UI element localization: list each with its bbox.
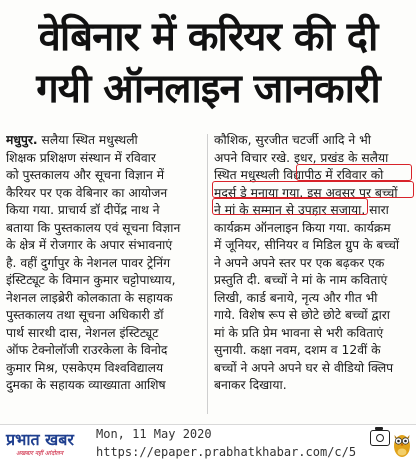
article-column-left (6, 132, 204, 395)
article-line: नेशनल लाइब्रेरी कोलकाता के सहायक (6, 290, 173, 305)
article-line: शिक्षक प्रशिक्षण संस्थान में रविवार (6, 150, 156, 165)
logo-tagline: अखबार नहीं आंदोलन (16, 450, 64, 457)
article-line: मधुपुर. सलैया स्थित मधुस्थली (6, 133, 138, 147)
headline-line-1: वेबिनार में करियर की दी (38, 14, 378, 60)
article-line: कुमार मिश्र, एसकेएम विश्वविद्यालय (6, 360, 164, 375)
headline-line-2: गयी ऑनलाइन जानकारी (36, 66, 380, 112)
article-line: मदर्स डे मनाया गया. इस अवसर पर बच्चों (214, 185, 398, 200)
article-line: प्रस्तुति दी. बच्चों ने मां के नाम कविताएं (214, 273, 388, 287)
article-line: बताया कि पुस्तकालय एवं सूचना विज्ञान (6, 220, 181, 235)
article-line: में जूनियर, सीनियर व मिडिल ग्रुप के बच्चों (214, 238, 400, 252)
article-line: गाये. विशेष रूप से छोटे छोटे बच्चों द्वारा (214, 308, 390, 322)
article-line: ऑफ टेक्नोलॉजी राउरकेला के विनोद (6, 343, 168, 357)
article-line: कार्यक्रम ऑनलाइन किया गया. कार्यक्रम (214, 220, 391, 235)
article-line: पुस्तकालय तथा सूचना अधिकारी डॉ (6, 308, 164, 322)
article-line: स्थित मधुस्थली विद्यापीठ में रविवार को (214, 168, 384, 182)
article-line: ने मां के सम्मान से उपहार सजाया. सारा (214, 203, 389, 217)
article-line: कैरियर पर एक वेबिनार का आयोजन (6, 185, 168, 200)
article-column-right (214, 132, 410, 395)
article-line: बनाकर दिखाया. (214, 378, 287, 392)
epaper-footer (0, 424, 416, 465)
article-line: कौशिक, सुरजीत चटर्जी आदि ने भी (214, 133, 371, 147)
article-line: पार्थ सारथी दास, नेशनल इंस्टिट्यूट (6, 325, 159, 340)
article-line: लिखी, कार्ड बनाये, नृत्य और गीत भी (214, 290, 378, 305)
article-line: इंस्टिट्यूट के विमान कुमार चट्टोपाध्याय, (6, 273, 176, 287)
camera-icon[interactable] (370, 430, 390, 446)
article-line: दुमका के सहायक व्याख्याता आशिष (6, 378, 166, 392)
source-url-link[interactable]: https://epaper.prabhatkhabar.com/c/5 (96, 445, 357, 459)
publication-logo[interactable] (6, 430, 90, 460)
owl-icon (392, 429, 412, 459)
edition-date: Mon, 11 May 2020 (96, 427, 212, 441)
logo-text: प्रभात खबर (6, 430, 74, 449)
article-line: के क्षेत्र में रोजगार के अपार संभावनाएं (6, 238, 173, 252)
article-line: को पुस्तकालय और सूचना विज्ञान में (6, 168, 165, 182)
column-divider (207, 134, 208, 414)
dateline: मधुपुर. (6, 133, 38, 147)
article-line: बच्चों ने अपने अपने घर से वीडियो क्लिप (214, 360, 394, 375)
article-line: अपने विचार रखे. इधर, प्रखंड के सलैया (214, 150, 389, 165)
article-line: ने अपने अपने स्तर पर एक बढ़कर एक (214, 255, 385, 270)
article-line: है. वहीं दुर्गापुर के नेशनल पावर ट्रेनिंग (6, 255, 171, 270)
article-line: मां के प्रति प्रेम भावना से भरी कविताएं (214, 325, 384, 340)
article-line: सुनायी. कक्षा नवम, दशम व 12वीं के (214, 343, 381, 357)
article-line: किया गया. प्राचार्य डॉ दीपेंद्र नाथ ने (6, 203, 160, 217)
